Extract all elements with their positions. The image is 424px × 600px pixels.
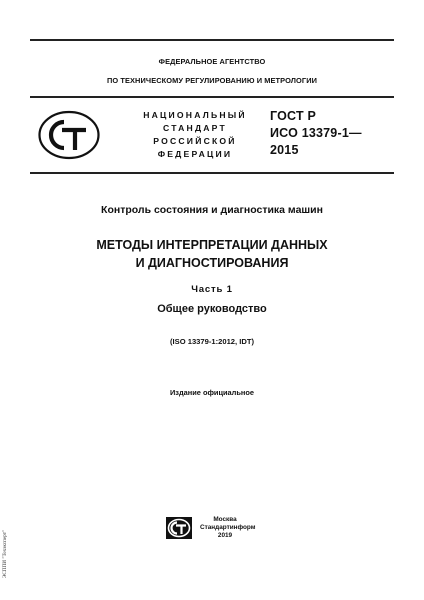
main-title-line1: МЕТОДЫ ИНТЕРПРЕТАЦИИ ДАННЫХ <box>96 238 328 252</box>
iso-reference: (ISO 13379-1:2012, IDT) <box>170 337 254 346</box>
part-label: Часть 1 <box>191 284 233 295</box>
publisher-city: Москва <box>213 516 237 523</box>
subtitle: Общее руководство <box>157 303 267 315</box>
category-title: Контроль состояния и диагностика машин <box>101 204 323 216</box>
publisher-name: Стандартинформ <box>200 523 256 531</box>
header-rule <box>30 96 394 98</box>
national-standard-line2: СТАНДАРТ <box>163 123 227 133</box>
agency-name-line1: ФЕДЕРАЛЬНОЕ АГЕНТСТВО <box>158 57 266 66</box>
main-title-line2: И ДИАГНОСТИРОВАНИЯ <box>135 256 289 270</box>
standartinform-logo-icon <box>165 516 193 540</box>
national-standard-line1: НАЦИОНАЛЬНЫЙ <box>143 110 247 120</box>
publisher-year: 2019 <box>217 531 233 539</box>
vertical-sidebar <box>0 520 10 595</box>
national-standard-line3: РОССИЙСКОЙ <box>153 136 237 146</box>
national-standard-line4: ФЕДЕРАЦИИ <box>157 149 233 159</box>
publisher-info <box>200 516 256 539</box>
edition-label: Издание официальное <box>169 388 254 397</box>
emblem-rule <box>30 172 394 174</box>
rst-emblem-icon <box>38 110 100 160</box>
gost-number-line2: ИСО 13379-1— <box>270 126 362 140</box>
gost-number-line3: 2015 <box>270 143 299 157</box>
top-rule <box>30 39 394 41</box>
gost-number-line1: ГОСТ Р <box>270 109 317 123</box>
sidebar-watermark-text: ЭСППИ "Техэксперт" <box>2 529 8 579</box>
agency-name-line2: ПО ТЕХНИЧЕСКОМУ РЕГУЛИРОВАНИЮ И МЕТРОЛОГИИ <box>106 76 318 85</box>
